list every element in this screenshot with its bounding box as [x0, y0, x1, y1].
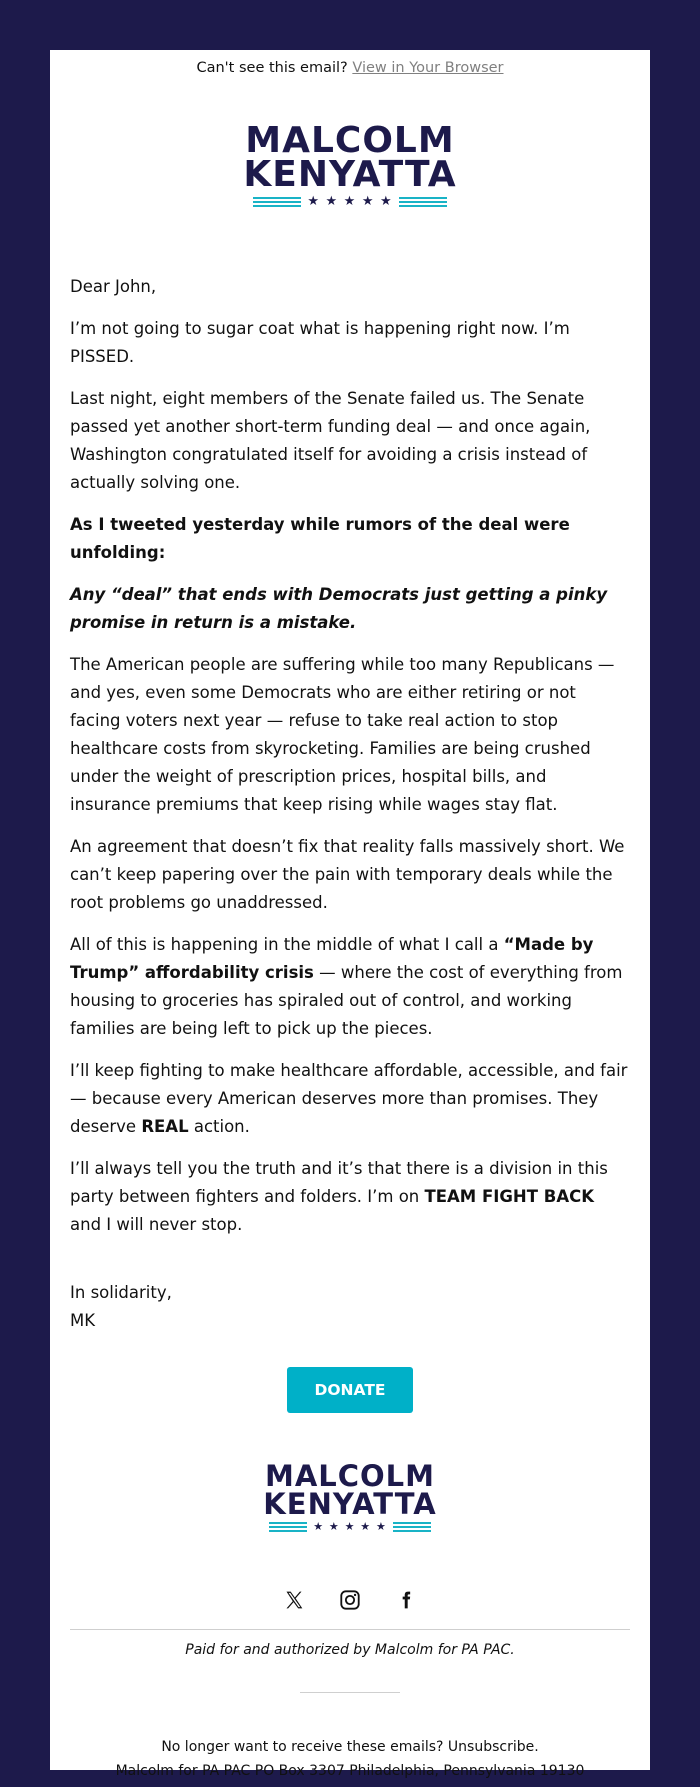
donate-wrap: [50, 1367, 650, 1413]
instagram-icon[interactable]: [339, 1589, 361, 1611]
logo-line-2: KENYATTA: [243, 154, 457, 196]
footer-logo-bars-left: [269, 1522, 307, 1532]
paragraph-9: [70, 1155, 630, 1239]
social-links: [50, 1589, 650, 1611]
signoff: [50, 1279, 650, 1335]
p9-bold: TEAM FIGHT BACK: [424, 1187, 594, 1207]
p7-text-a: All of this is happening in the middle of what I call a: [70, 935, 504, 955]
p8-text-c: action.: [188, 1117, 250, 1137]
footer-logo-line-2: KENYATTA: [263, 1486, 437, 1521]
facebook-icon[interactable]: [395, 1589, 417, 1611]
footer-divider: [70, 1629, 630, 1630]
unsubscribe-text[interactable]: No longer want to receive these emails? Unsubscribe.: [161, 1739, 539, 1756]
view-in-browser-link[interactable]: View in Your Browser: [352, 60, 504, 76]
tweet-intro: As I tweeted yesterday while rumors of the deal were unfolding:: [70, 515, 570, 563]
paragraph-3: [70, 511, 630, 567]
paragraph-1: I’m not going to sugar coat what is happening right now. I’m PISSED.: [70, 319, 570, 367]
tweet-quote: Any “deal” that ends with Democrats just getting a pinky promise in return is a mistake.: [70, 585, 608, 633]
logo-stars-row: [253, 194, 446, 209]
footer-logo-line-1: MALCOLM: [264, 1459, 436, 1494]
p9-text-a: I’ll always tell you the truth and it’s that there is a division in this party between fighters and folders. I’m on: [70, 1159, 608, 1207]
paragraph-8: [70, 1057, 630, 1141]
paragraph-7: [70, 931, 630, 1043]
logo-bars-right: [399, 197, 447, 207]
email-card: [50, 50, 650, 1780]
p7-text-c: — where the cost of everything from housing to groceries has spiraled out of control, and working families are being left to pick up the pieces.: [70, 963, 623, 1039]
paragraph-4: [70, 581, 630, 637]
footer-logo-bars-right: [393, 1522, 431, 1532]
footer-logo-stars-row: [269, 1520, 431, 1533]
donate-button[interactable]: DONATE: [287, 1367, 413, 1413]
paid-for-disclaimer: Paid for and authorized by Malcolm for PA PAC.: [185, 1642, 515, 1659]
cant-see-text: Can't see this email?: [196, 60, 348, 76]
short-divider: [300, 1692, 400, 1693]
logo-line-1: MALCOLM: [245, 120, 455, 161]
paragraph-2: Last night, eight members of the Senate failed us. The Senate passed yet another short-term funding deal — and once again, Washington congratulated itself for avoiding a crisis instead of actually solving one.: [70, 389, 591, 493]
paragraph-5: The American people are suffering while too many Republicans — and yes, even some Democrats who are either retiring or not facing voters next year — refuse to take real action to stop healthcare costs from skyrocketing. Families are being crushed under the weight of prescription prices, hospital bills, and insurance premiums that keep rising while wages stay flat.: [70, 655, 615, 815]
footer-logo-stars: ★ ★ ★ ★ ★: [313, 1520, 387, 1534]
footer-logo: [50, 1459, 650, 1534]
p8-bold: REAL: [141, 1117, 189, 1137]
header-logo: [50, 120, 650, 210]
signature: MK: [70, 1311, 96, 1331]
mailing-address: Malcolm for PA PAC PO Box 3307 Philadelphia, Pennsylvania 19130: [115, 1763, 585, 1780]
footer: [50, 1735, 650, 1783]
p8-text-a: I’ll keep fighting to make healthcare affordable, accessible, and fair — because every American deserves more than promises. They deserve: [70, 1061, 628, 1137]
signoff-line: In solidarity,: [70, 1283, 172, 1303]
greeting: Dear John,: [70, 277, 157, 297]
logo-bars-left: [253, 197, 301, 207]
view-in-browser-bar: [50, 60, 650, 76]
x-icon[interactable]: [283, 1589, 305, 1611]
letter-body: [50, 273, 650, 1239]
p7-bold: “Made by Trump” affordability crisis: [70, 935, 594, 983]
p9-text-c: and I will never stop.: [70, 1215, 243, 1235]
logo-stars: ★ ★ ★ ★ ★: [307, 194, 393, 210]
paragraph-6: An agreement that doesn’t fix that reality falls massively short. We can’t keep papering over the pain with temporary deals while the root problems go unaddressed.: [70, 837, 625, 913]
